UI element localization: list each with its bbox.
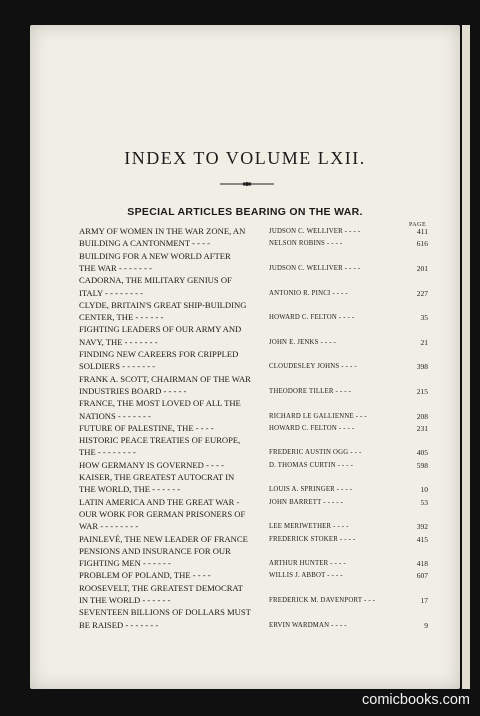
index-row	[30, 300, 460, 311]
article-author: FREDERIC AUSTIN OGG - - -	[269, 449, 362, 457]
article-page: 208	[416, 411, 428, 421]
article-page: 53	[420, 497, 428, 507]
article-page: 411	[417, 227, 428, 236]
article-title: SEVENTEEN BILLIONS OF DOLLARS MUST	[79, 607, 251, 618]
article-page: 398	[416, 362, 428, 372]
article-author: JOHN BARRETT - - - - -	[269, 498, 344, 506]
index-row	[30, 226, 460, 237]
index-row	[30, 238, 460, 249]
article-author: JUDSON C. WELLIVER - - - -	[269, 228, 361, 235]
article-author: RICHARD LE GALLIENNE - - -	[269, 412, 367, 420]
article-title: CADORNA, THE MILITARY GENIUS OF	[79, 275, 232, 286]
article-title: NAVY, THE - - - - - - -	[79, 336, 158, 347]
index-row	[30, 275, 460, 286]
article-page: 17	[420, 596, 428, 605]
index-row	[30, 620, 460, 631]
article-title: FUTURE OF PALESTINE, THE - - - -	[79, 422, 214, 433]
article-author: HOWARD C. FELTON - - - -	[269, 314, 355, 322]
index-row	[30, 251, 460, 262]
article-title: THE - - - - - - - -	[79, 447, 136, 458]
article-title: CENTER, THE - - - - - -	[79, 312, 164, 323]
index-row	[30, 509, 460, 520]
article-page: 415	[416, 534, 428, 544]
article-page: 10	[420, 485, 428, 495]
index-row	[30, 324, 460, 335]
article-author: CLOUDESLEY JOHNS - - - -	[269, 363, 357, 371]
index-row	[30, 546, 460, 557]
index-row	[30, 583, 460, 594]
article-page: 35	[420, 313, 428, 323]
article-page: 201	[416, 263, 428, 273]
index-row	[30, 288, 460, 299]
index-row	[30, 595, 460, 606]
article-author: LOUIS A. SPRINGER - - - -	[269, 486, 353, 494]
article-author: ARTHUR HUNTER - - - -	[269, 560, 346, 568]
article-author: JUDSON C. WELLIVER - - - -	[269, 264, 361, 272]
article-title: ARMY OF WOMEN IN THE WAR ZONE, AN	[79, 226, 246, 236]
article-title: HOW GERMANY IS GOVERNED - - - -	[79, 459, 224, 470]
index-row	[30, 607, 460, 618]
article-title: FIGHTING LEADERS OF OUR ARMY AND	[79, 324, 242, 335]
article-title: LATIN AMERICA AND THE GREAT WAR -	[79, 496, 240, 507]
article-page: 231	[416, 423, 428, 433]
watermark-brand: comicbooks.com	[362, 692, 470, 708]
index-row	[30, 558, 460, 569]
article-author: LEE MERIWETHER - - - -	[269, 523, 349, 531]
section-heading: SPECIAL ARTICLES BEARING ON THE WAR.	[127, 206, 363, 218]
article-title: THE WORLD, THE - - - - - -	[79, 484, 181, 495]
article-author: JOHN E. JENKS - - - -	[269, 338, 337, 346]
index-row	[30, 570, 460, 581]
article-author: FREDERICK STOKER - - - -	[269, 535, 356, 543]
article-author: NELSON ROBINS - - - -	[269, 240, 343, 248]
article-page: 616	[416, 239, 428, 249]
article-title: BE RAISED - - - - - - -	[79, 619, 159, 630]
index-row	[30, 361, 460, 372]
index-row	[30, 497, 460, 508]
index-row	[30, 423, 460, 434]
index-row	[30, 460, 460, 471]
article-title: BUILDING FOR A NEW WORLD AFTER	[79, 250, 231, 261]
article-author: D. THOMAS CURTIN - - - -	[269, 461, 354, 469]
article-title: HISTORIC PEACE TREATIES OF EUROPE,	[79, 435, 241, 446]
page-edge	[462, 25, 470, 689]
article-title: CLYDE, BRITAIN'S GREAT SHIP-BUILDING	[79, 299, 247, 310]
article-title: INDUSTRIES BOARD - - - - -	[79, 385, 187, 396]
article-title: ROOSEVELT, THE GREATEST DEMOCRAT	[79, 582, 243, 593]
article-title: SOLDIERS - - - - - - -	[79, 361, 156, 372]
article-author: HOWARD C. FELTON - - - -	[269, 424, 355, 432]
article-title: IN THE WORLD - - - - - -	[79, 595, 171, 605]
article-title: WAR - - - - - - - -	[79, 521, 139, 532]
article-title: THE WAR - - - - - - -	[79, 262, 152, 273]
article-page: 392	[416, 522, 428, 532]
article-page: 405	[416, 448, 428, 458]
index-row	[30, 521, 460, 532]
index-row	[30, 374, 460, 385]
article-title: KAISER, THE GREATEST AUTOCRAT IN	[79, 472, 235, 482]
index-row	[30, 435, 460, 446]
article-author: ERVIN WARDMAN - - - -	[269, 621, 347, 629]
article-title: NATIONS - - - - - - -	[79, 410, 151, 421]
index-row	[30, 472, 460, 483]
article-title: PROBLEM OF POLAND, THE - - - -	[79, 570, 211, 581]
index-row	[30, 263, 460, 274]
article-title: FRANK A. SCOTT, CHAIRMAN OF THE WAR	[79, 373, 251, 384]
index-row	[30, 484, 460, 495]
index-row	[30, 534, 460, 545]
article-page: 227	[416, 288, 428, 298]
article-page: 418	[416, 559, 428, 569]
document-page	[30, 25, 460, 689]
index-row	[30, 411, 460, 422]
article-author: ANTONIO R. PINCI - - - -	[269, 289, 348, 297]
index-row	[30, 386, 460, 397]
article-page: 9	[424, 620, 428, 630]
article-title: BUILDING A CANTONMENT - - - -	[79, 238, 210, 249]
index-row	[30, 447, 460, 458]
article-author: FREDERICK M. DAVENPORT - - -	[269, 597, 376, 604]
article-page: 21	[420, 337, 428, 347]
ornament-divider	[220, 180, 274, 188]
index-row	[30, 337, 460, 348]
page-title: INDEX TO VOLUME LXII.	[124, 148, 366, 168]
article-title: ITALY - - - - - - - -	[79, 287, 143, 298]
article-page: 598	[416, 460, 428, 470]
article-title: FINDING NEW CAREERS FOR CRIPPLED	[79, 349, 239, 359]
article-page: 215	[416, 386, 428, 396]
page-column-header: PAGE	[409, 222, 427, 228]
index-row	[30, 398, 460, 409]
article-page: 607	[416, 571, 428, 581]
article-title: PAINLEVÉ, THE NEW LEADER OF FRANCE	[79, 533, 248, 544]
article-title: FIGHTING MEN - - - - - -	[79, 558, 171, 569]
article-title: PENSIONS AND INSURANCE FOR OUR	[79, 545, 231, 556]
article-author: WILLIS J. ABBOT - - - -	[269, 572, 343, 580]
index-row	[30, 312, 460, 323]
index-row	[30, 349, 460, 360]
article-title: FRANCE, THE MOST LOVED OF ALL THE	[79, 398, 241, 409]
article-title: OUR WORK FOR GERMAN PRISONERS OF	[79, 508, 246, 519]
article-author: THEODORE TILLER - - - -	[269, 387, 352, 395]
